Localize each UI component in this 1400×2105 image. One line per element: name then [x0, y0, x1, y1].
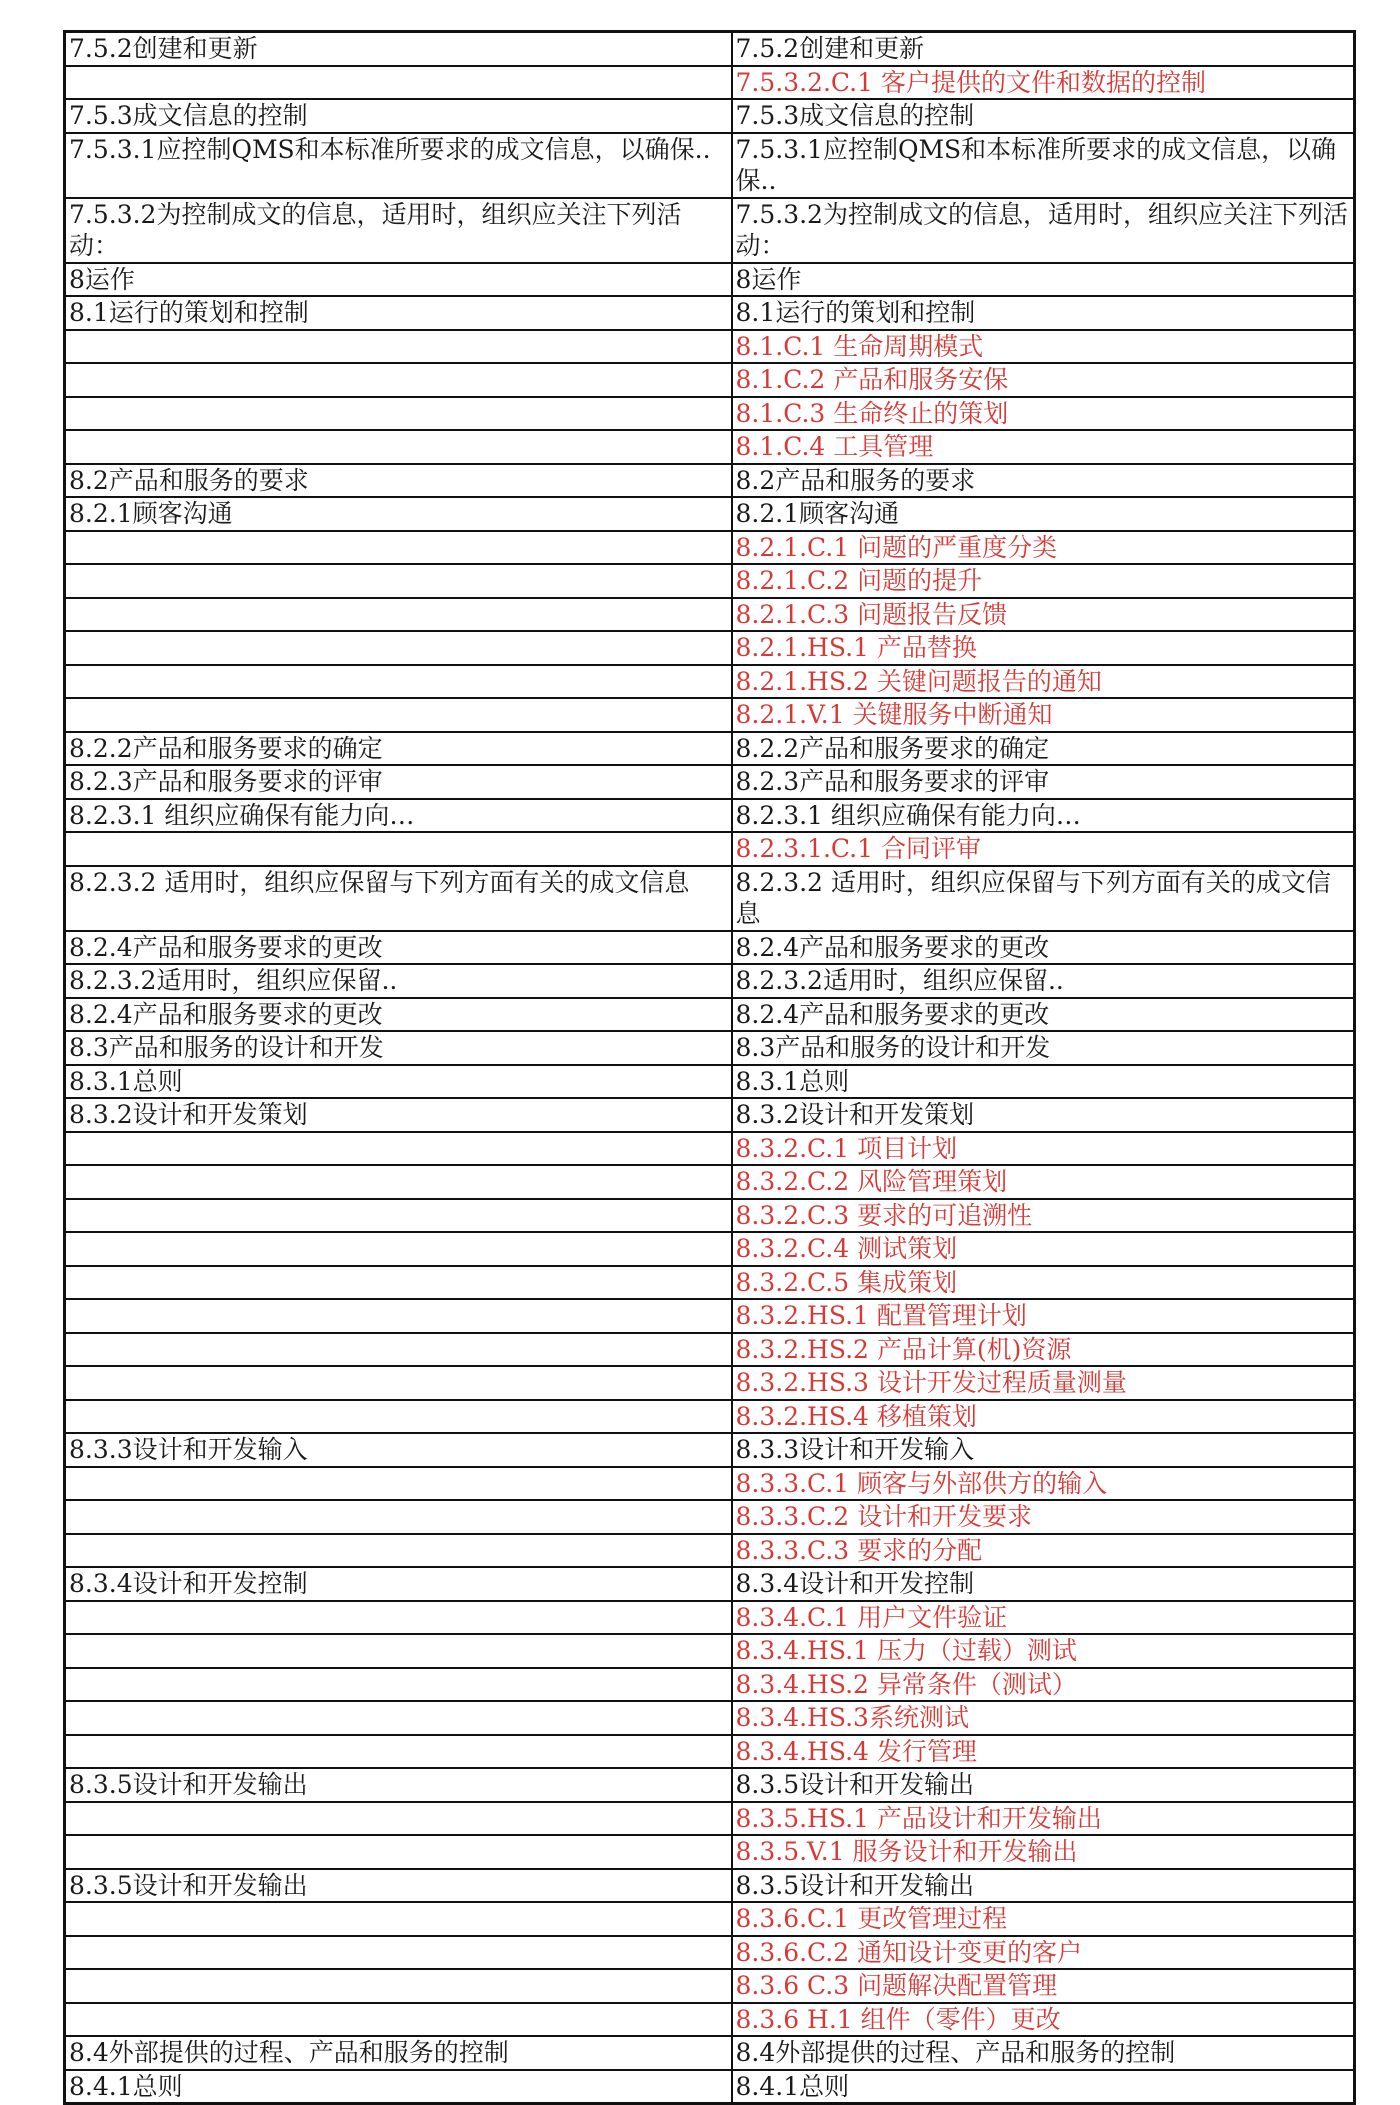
left-clause-cell [65, 1969, 732, 2003]
right-added-clause-cell: 8.3.6.C.1 更改管理过程 [732, 1902, 1355, 1936]
table-row [65, 397, 1355, 431]
right-added-clause-cell: 8.1.C.2 产品和服务安保 [732, 363, 1355, 397]
right-added-clause-cell: 8.3.2.HS.3 设计开发过程质量测量 [732, 1366, 1355, 1400]
table-row [65, 1400, 1355, 1434]
left-clause-cell [65, 1500, 732, 1534]
left-clause-cell [65, 1835, 732, 1869]
left-clause-cell: 8.4外部提供的过程、产品和服务的控制 [65, 2036, 732, 2070]
right-added-clause-cell: 8.3.2.C.3 要求的可追溯性 [732, 1199, 1355, 1233]
left-clause-cell [65, 1366, 732, 1400]
left-clause-cell [65, 1701, 732, 1735]
right-added-clause-cell: 8.2.1.C.3 问题报告反馈 [732, 598, 1355, 632]
table-row [65, 1735, 1355, 1769]
table-row [65, 363, 1355, 397]
left-clause-cell [65, 665, 732, 699]
right-added-clause-cell: 8.3.2.HS.4 移植策划 [732, 1400, 1355, 1434]
left-clause-cell: 8.2.4产品和服务要求的更改 [65, 998, 732, 1032]
left-clause-cell [65, 598, 732, 632]
table-row [65, 1199, 1355, 1233]
left-clause-cell: 8.3.5设计和开发输出 [65, 1869, 732, 1903]
table-row [65, 1500, 1355, 1534]
right-added-clause-cell: 8.3.4.HS.2 异常条件（测试） [732, 1668, 1355, 1702]
right-added-clause-cell: 8.3.4.HS.3系统测试 [732, 1701, 1355, 1735]
left-clause-cell [65, 1400, 732, 1434]
left-clause-cell: 8.2.1顾客沟通 [65, 497, 732, 531]
table-row [65, 564, 1355, 598]
right-clause-cell: 8.4外部提供的过程、产品和服务的控制 [732, 2036, 1355, 2070]
table-row [65, 133, 1355, 198]
left-clause-cell: 8.2.4产品和服务要求的更改 [65, 931, 732, 965]
right-clause-cell: 8.2.3.1 组织应确保有能力向… [732, 799, 1355, 833]
right-clause-cell: 8.2.1顾客沟通 [732, 497, 1355, 531]
table-row [65, 1132, 1355, 1166]
left-clause-cell: 8.2.3.2适用时，组织应保留.. [65, 964, 732, 998]
left-clause-cell: 8.2.3.1 组织应确保有能力向… [65, 799, 732, 833]
left-clause-cell [65, 1668, 732, 1702]
right-added-clause-cell: 8.3.2.C.1 项目计划 [732, 1132, 1355, 1166]
left-clause-cell: 8.1运行的策划和控制 [65, 296, 732, 330]
left-clause-cell [65, 1802, 732, 1836]
right-added-clause-cell: 8.3.5.V.1 服务设计和开发输出 [732, 1835, 1355, 1869]
right-added-clause-cell: 8.3.2.HS.1 配置管理计划 [732, 1299, 1355, 1333]
table-row [65, 1366, 1355, 1400]
clause-comparison-table [63, 30, 1356, 2105]
left-clause-cell [65, 330, 732, 364]
right-clause-cell: 8.2.2产品和服务要求的确定 [732, 732, 1355, 766]
table-row [65, 1835, 1355, 1869]
left-clause-cell [65, 397, 732, 431]
left-clause-cell: 8.3.3设计和开发输入 [65, 1433, 732, 1467]
right-added-clause-cell: 8.3.6 H.1 组件（零件）更改 [732, 2003, 1355, 2037]
left-clause-cell [65, 631, 732, 665]
table-row [65, 464, 1355, 498]
table-row [65, 1534, 1355, 1568]
right-added-clause-cell: 8.3.4.HS.4 发行管理 [732, 1735, 1355, 1769]
left-clause-cell: 7.5.2创建和更新 [65, 32, 732, 66]
table-row [65, 1567, 1355, 1601]
table-row [65, 198, 1355, 263]
right-added-clause-cell: 8.3.2.HS.2 产品计算(机)资源 [732, 1333, 1355, 1367]
table-row [65, 2070, 1355, 2104]
table-row [65, 1433, 1355, 1467]
left-clause-cell [65, 1333, 732, 1367]
right-clause-cell: 7.5.2创建和更新 [732, 32, 1355, 66]
table-row [65, 1333, 1355, 1367]
table-row [65, 765, 1355, 799]
left-clause-cell [65, 1165, 732, 1199]
left-clause-cell [65, 698, 732, 732]
left-clause-cell [65, 1902, 732, 1936]
right-clause-cell: 8.3.2设计和开发策划 [732, 1098, 1355, 1132]
table-row [65, 931, 1355, 965]
right-clause-cell: 8.4.1总则 [732, 2070, 1355, 2104]
table-row [65, 1065, 1355, 1099]
left-clause-cell: 8.2.3.2 适用时，组织应保留与下列方面有关的成文信息 [65, 866, 732, 931]
table-row [65, 1634, 1355, 1668]
right-added-clause-cell: 8.2.1.V.1 关键服务中断通知 [732, 698, 1355, 732]
left-clause-cell [65, 363, 732, 397]
left-clause-cell [65, 430, 732, 464]
table-row [65, 698, 1355, 732]
table-row [65, 1936, 1355, 1970]
right-added-clause-cell: 8.1.C.3 生命终止的策划 [732, 397, 1355, 431]
left-clause-cell: 8.3.5设计和开发输出 [65, 1768, 732, 1802]
table-row [65, 66, 1355, 100]
table-row [65, 1768, 1355, 1802]
table-row [65, 1266, 1355, 1300]
left-clause-cell [65, 1232, 732, 1266]
table-row [65, 1969, 1355, 2003]
left-clause-cell: 7.5.3.1应控制QMS和本标准所要求的成文信息，以确保.. [65, 133, 732, 198]
right-clause-cell: 8.3.5设计和开发输出 [732, 1768, 1355, 1802]
table-row [65, 1165, 1355, 1199]
table-row [65, 2003, 1355, 2037]
table-row [65, 330, 1355, 364]
table-row [65, 1802, 1355, 1836]
left-clause-cell: 8运作 [65, 263, 732, 297]
right-clause-cell: 8.3.1总则 [732, 1065, 1355, 1099]
left-clause-cell [65, 1936, 732, 1970]
right-clause-cell: 8.2.3产品和服务要求的评审 [732, 765, 1355, 799]
right-clause-cell: 8.3.5设计和开发输出 [732, 1869, 1355, 1903]
left-clause-cell: 7.5.3成文信息的控制 [65, 99, 732, 133]
right-clause-cell: 8.3产品和服务的设计和开发 [732, 1031, 1355, 1065]
right-added-clause-cell: 8.2.1.HS.2 关键问题报告的通知 [732, 665, 1355, 699]
table-row [65, 1299, 1355, 1333]
left-clause-cell [65, 1601, 732, 1635]
right-clause-cell: 8.1运行的策划和控制 [732, 296, 1355, 330]
left-clause-cell [65, 1634, 732, 1668]
table-row [65, 1601, 1355, 1635]
right-added-clause-cell: 8.1.C.1 生命周期模式 [732, 330, 1355, 364]
left-clause-cell [65, 1132, 732, 1166]
right-clause-cell: 8.3.3设计和开发输入 [732, 1433, 1355, 1467]
right-clause-cell: 8.2.3.2适用时，组织应保留.. [732, 964, 1355, 998]
right-added-clause-cell: 8.3.2.C.2 风险管理策划 [732, 1165, 1355, 1199]
table-row [65, 1232, 1355, 1266]
right-added-clause-cell: 8.3.3.C.2 设计和开发要求 [732, 1500, 1355, 1534]
table-body [65, 32, 1355, 2104]
table-row [65, 430, 1355, 464]
table-row [65, 296, 1355, 330]
left-clause-cell [65, 2003, 732, 2037]
table-row [65, 1869, 1355, 1903]
left-clause-cell [65, 1299, 732, 1333]
right-added-clause-cell: 8.2.1.HS.1 产品替换 [732, 631, 1355, 665]
table-row [65, 832, 1355, 866]
right-clause-cell: 8.2.4产品和服务要求的更改 [732, 931, 1355, 965]
left-clause-cell [65, 1735, 732, 1769]
left-clause-cell [65, 564, 732, 598]
left-clause-cell [65, 1199, 732, 1233]
left-clause-cell: 8.3产品和服务的设计和开发 [65, 1031, 732, 1065]
right-added-clause-cell: 8.3.6 C.3 问题解决配置管理 [732, 1969, 1355, 2003]
table-row [65, 964, 1355, 998]
table-row [65, 799, 1355, 833]
table-row [65, 1098, 1355, 1132]
left-clause-cell [65, 1534, 732, 1568]
table-row [65, 497, 1355, 531]
left-clause-cell: 8.2.3产品和服务要求的评审 [65, 765, 732, 799]
table-row [65, 2036, 1355, 2070]
right-clause-cell: 8.2产品和服务的要求 [732, 464, 1355, 498]
table-row [65, 631, 1355, 665]
right-added-clause-cell: 8.3.3.C.3 要求的分配 [732, 1534, 1355, 1568]
right-added-clause-cell: 8.3.2.C.5 集成策划 [732, 1266, 1355, 1300]
right-clause-cell: 7.5.3成文信息的控制 [732, 99, 1355, 133]
left-clause-cell [65, 1467, 732, 1501]
right-clause-cell: 8.3.4设计和开发控制 [732, 1567, 1355, 1601]
table-row [65, 531, 1355, 565]
left-clause-cell: 7.5.3.2为控制成文的信息，适用时，组织应关注下列活动： [65, 198, 732, 263]
table-row [65, 1467, 1355, 1501]
right-added-clause-cell: 8.2.1.C.1 问题的严重度分类 [732, 531, 1355, 565]
table-row [65, 263, 1355, 297]
table-row [65, 598, 1355, 632]
right-added-clause-cell: 8.2.3.1.C.1 合同评审 [732, 832, 1355, 866]
right-added-clause-cell: 8.3.6.C.2 通知设计变更的客户 [732, 1936, 1355, 1970]
right-clause-cell: 8运作 [732, 263, 1355, 297]
table-row [65, 732, 1355, 766]
right-clause-cell: 7.5.3.2为控制成文的信息，适用时，组织应关注下列活动： [732, 198, 1355, 263]
right-clause-cell: 8.2.4产品和服务要求的更改 [732, 998, 1355, 1032]
left-clause-cell [65, 832, 732, 866]
table-row [65, 998, 1355, 1032]
table-row [65, 665, 1355, 699]
right-added-clause-cell: 7.5.3.2.C.1 客户提供的文件和数据的控制 [732, 66, 1355, 100]
table-row [65, 1701, 1355, 1735]
table-row [65, 99, 1355, 133]
left-clause-cell: 8.2.2产品和服务要求的确定 [65, 732, 732, 766]
left-clause-cell: 8.3.2设计和开发策划 [65, 1098, 732, 1132]
right-added-clause-cell: 8.2.1.C.2 问题的提升 [732, 564, 1355, 598]
table-row [65, 32, 1355, 66]
left-clause-cell [65, 66, 732, 100]
table-row [65, 1668, 1355, 1702]
right-clause-cell: 8.2.3.2 适用时，组织应保留与下列方面有关的成文信息 [732, 866, 1355, 931]
table-row [65, 866, 1355, 931]
left-clause-cell: 8.2产品和服务的要求 [65, 464, 732, 498]
left-clause-cell: 8.3.1总则 [65, 1065, 732, 1099]
left-clause-cell: 8.4.1总则 [65, 2070, 732, 2104]
right-added-clause-cell: 8.3.2.C.4 测试策划 [732, 1232, 1355, 1266]
table-row [65, 1902, 1355, 1936]
right-added-clause-cell: 8.3.5.HS.1 产品设计和开发输出 [732, 1802, 1355, 1836]
right-added-clause-cell: 8.3.4.HS.1 压力（过载）测试 [732, 1634, 1355, 1668]
right-clause-cell: 7.5.3.1应控制QMS和本标准所要求的成文信息，以确保.. [732, 133, 1355, 198]
right-added-clause-cell: 8.3.3.C.1 顾客与外部供方的输入 [732, 1467, 1355, 1501]
table-row [65, 1031, 1355, 1065]
right-added-clause-cell: 8.1.C.4 工具管理 [732, 430, 1355, 464]
left-clause-cell: 8.3.4设计和开发控制 [65, 1567, 732, 1601]
left-clause-cell [65, 531, 732, 565]
left-clause-cell [65, 1266, 732, 1300]
right-added-clause-cell: 8.3.4.C.1 用户文件验证 [732, 1601, 1355, 1635]
